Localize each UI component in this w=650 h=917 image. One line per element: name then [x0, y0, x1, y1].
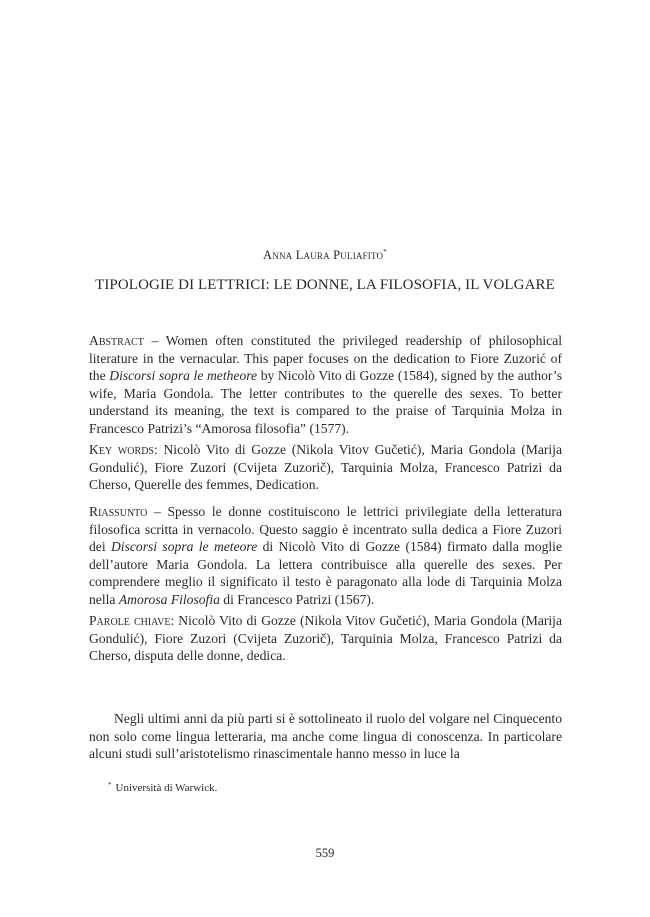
- abstract-paragraph: [89, 332, 562, 438]
- article-title: TIPOLOGIE DI LETTRICI: LE DONNE, LA FILOSOFIA, IL VOLGARE: [95, 277, 555, 293]
- riassunto-italic-title-1: Discorsi sopra le meteore: [110, 539, 258, 555]
- body-paragraph: Negli ultimi anni da più parti si è sottolineato il ruolo del volgare nel Cinquecento non solo come lingua letteraria, ma anche come lingua di conoscenza. In particolare alcuni studi sull’aristotelismo rinascimentale hanno messo in luce la: [89, 711, 562, 762]
- page-number: 559: [315, 846, 335, 860]
- author-name-text: Anna Laura Puliafito: [263, 248, 384, 262]
- abstract-text-1: – Women often constituted the privileged readership of philosophical literature in the vernacular. This paper focuses on the dedication to Fiore Zuzorić of the: [89, 333, 562, 384]
- riassunto-label: Riassunto: [89, 504, 148, 519]
- author-name: [0, 248, 650, 263]
- abstract-text-2: by Nicolò Vito di Gozze (1584), signed by the author’s wife, Maria Gondola. The letter contributes to the querelle des sexes. To better understand its meaning, the text is compared to the praise of Tarquinia Molza in Francesco Patrizi’s “Amorosa filosofia” (1577).: [89, 368, 562, 436]
- keywords-english-text: : Nicolò Vito di Gozze (Nikola Vitov Gučetić), Maria Gondola (Marija Gondulić), Fiore Zuzori (Cvijeta Zuzorič), Tarquinia Molza, Francesco Patrizi da Cherso, Querelle des femmes, Dedication.: [89, 442, 562, 493]
- riassunto-text-2: di Nicolò Vito di Gozze (1584) firmato dalla moglie dell’autore Maria Gondola. La lettera contribuisce alla querelle des sexes. Per comprendere meglio il significato il testo è paragonato alla lode di Tarquinia Molza nella: [89, 539, 562, 607]
- riassunto-paragraph: [89, 503, 562, 609]
- abstract-italic-title: Discorsi sopra le metheore: [109, 368, 258, 384]
- abstract-label: Abstract: [89, 333, 144, 348]
- keywords-english: [89, 441, 562, 494]
- riassunto-text-1: – Spesso le donne costituiscono le lettrici privilegiate della letteratura filosofica scritta in vernacolo. Questo saggio è incentrato sulla dedica a Fiore Zuzori dei: [89, 504, 562, 555]
- keywords-english-label: Key words: [89, 442, 154, 457]
- keywords-italian: [89, 612, 562, 665]
- footnote: [108, 781, 217, 794]
- keywords-italian-label: Parole chiave: [89, 613, 171, 628]
- footnote-text: Università di Warwick.: [115, 782, 218, 794]
- keywords-italian-text: : Nicolò Vito di Gozze (Nikola Vitov Gučetić), Maria Gondola (Marija Gondulić), Fiore Zuzori (Cvijeta Zuzorič), Tarquinia Molza, Francesco Patrizi da Cherso, disputa delle donne, dedica.: [89, 613, 562, 664]
- riassunto-italic-title-2: Amorosa Filosofia: [118, 591, 220, 607]
- riassunto-text-3: di Francesco Patrizi (1567).: [219, 591, 375, 607]
- footnote-mark: *: [108, 781, 112, 789]
- author-footnote-mark: *: [383, 248, 387, 256]
